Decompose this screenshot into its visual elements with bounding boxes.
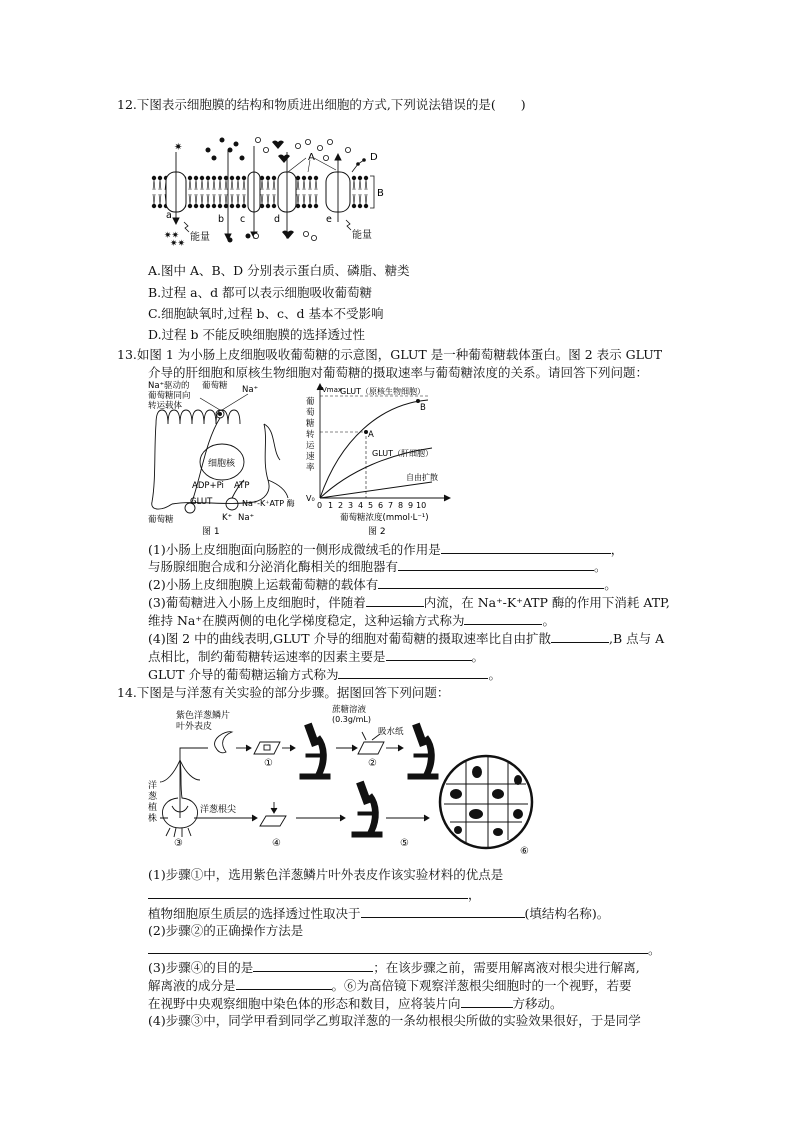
- svg-text:葡萄糖转运速率: 葡萄糖转运速率: [306, 397, 315, 473]
- q12-membrane-figure: [148, 136, 388, 248]
- fig1-pump: Na⁺-K⁺ATP 酶: [242, 499, 295, 508]
- tick-10: 10: [416, 501, 427, 510]
- fig-epidermis-1: 紫色洋葱鳞片: [176, 711, 231, 721]
- step-6: ⑥: [520, 846, 529, 857]
- q13-sub3-line2: 维持 Na⁺在膜两侧的电化学梯度稳定，这种运输方式称为 。: [148, 613, 555, 628]
- fig-epidermis-2: 叶外表皮: [176, 722, 213, 732]
- fig2-v0: V₀: [306, 494, 315, 503]
- q13-sub3-line1: (3)葡萄糖进入小肠上皮细胞时，伴随着 内流，在 Na⁺-K⁺ATP 酶的作用下消耗 ATP,: [148, 595, 670, 610]
- q14-stem: 14.下图是与洋葱有关实验的部分步骤。据图回答下列问题：: [117, 685, 450, 700]
- q14-sub2-line1: (2)步骤②的正确操作方法是: [148, 923, 304, 938]
- process-c: c: [240, 214, 246, 225]
- svg-text:洋葱植株: 洋葱植株: [148, 781, 158, 824]
- fig2-xlabel: 葡萄糖浓度(mmol·L⁻¹): [340, 513, 429, 523]
- q12-option-b: B.过程 a、d 都可以表示细胞吸收葡萄糖: [148, 285, 373, 300]
- fig-sucrose-2: (0.3g/mL): [332, 715, 371, 724]
- step-3: ③: [174, 838, 183, 849]
- fig2-curve-free-label: 自由扩散: [406, 473, 438, 482]
- label-A: A: [308, 152, 315, 163]
- q12-stem: 12.下图表示细胞膜的结构和物质进出细胞的方式,下列说法错误的是( ): [117, 97, 526, 112]
- q13-figure-1: [146, 380, 296, 538]
- fig1-nucleus: 细胞核: [208, 459, 236, 469]
- tick-8: 8: [398, 501, 404, 510]
- tick-4: 4: [358, 501, 364, 510]
- svg-text:✷: ✷: [174, 142, 183, 153]
- fig2-point-a: A: [368, 430, 374, 440]
- energy-label-2: 能量: [352, 230, 372, 241]
- high-power-field: [440, 756, 532, 848]
- q13-sub4-line1: (4)图 2 中的曲线表明,GLUT 介导的细胞对葡萄糖的摄取速率比自由扩散 ,B 点与 A: [148, 631, 665, 646]
- q14-sub3-line3: 在视野中央观察细胞中染色体的形态和数目，应将装片向 方移动。: [148, 996, 563, 1011]
- fig2-curve-liver-label: GLUT（肝细胞）: [372, 449, 433, 458]
- process-d: d: [274, 214, 281, 225]
- step-4: ④: [272, 838, 281, 849]
- q14-sub2-line2: 。: [148, 940, 661, 959]
- fig2-ticks: [317, 501, 426, 510]
- q14-sub1-line3: 植物细胞原生质层的选择透过性取决于 (填结构名称)。: [148, 906, 610, 921]
- tick-5: 5: [368, 501, 374, 510]
- fig-sucrose-1: 蔗糖溶液: [332, 705, 367, 715]
- process-e: e: [326, 214, 332, 225]
- q14-sub1-line1: (1)步骤①中，选用紫色洋葱鳞片叶外表皮作该实验材料的优点是: [148, 867, 504, 882]
- tick-3: 3: [348, 501, 354, 510]
- fig1-caption: 图 1: [202, 527, 220, 537]
- q13-sub2: (2)小肠上皮细胞膜上运载葡萄糖的载体有 。: [148, 577, 617, 592]
- fig1-adp: ADP+Pi: [192, 481, 224, 491]
- q14-onion-figure: [146, 704, 546, 864]
- svg-text:✷✷: ✷✷: [170, 239, 186, 249]
- fig2-ylabel: [306, 396, 315, 473]
- q12-option-c: C.细胞缺氧时,过程 b、c、d 基本不受影响: [148, 306, 384, 321]
- label-D: D: [370, 152, 378, 163]
- label-B: B: [377, 188, 384, 199]
- fig1-na-top: Na⁺: [242, 385, 259, 395]
- fig1-label-cotransport: 葡萄糖同向: [148, 391, 191, 401]
- fig1-k: K⁺: [222, 513, 233, 523]
- fig2-caption: 图 2: [368, 527, 386, 537]
- q13-stem-line1: 13.如图 1 为小肠上皮细胞吸收葡萄糖的示意图，GLUT 是一种葡萄糖载体蛋白。图 2 表示 GLUT: [117, 347, 663, 362]
- q13-stem-line2: 介导的肝细胞和原核生物细胞对葡萄糖的摄取速率与葡萄糖浓度的关系。请回答下列问题：: [148, 365, 649, 380]
- fig1-glut: GLUT: [190, 497, 213, 507]
- q13-sub1-line2: 与肠腺细胞合成和分泌消化酶相关的细胞器有 。: [148, 559, 607, 574]
- svg-text:✷✷: ✷✷: [164, 231, 180, 241]
- q12-option-a: A.图中 A、B、D 分别表示蛋白质、磷脂、糖类: [148, 263, 410, 278]
- microscope-2: [408, 723, 438, 779]
- tick-6: 6: [378, 501, 384, 510]
- tick-7: 7: [388, 501, 394, 510]
- q13-sub4-line2: 点相比，制约葡萄糖转运速率的因素主要是 。: [148, 649, 485, 664]
- step-1: ①: [264, 758, 273, 769]
- fig1-na-bottom: Na⁺: [238, 513, 255, 523]
- fig2-point-b: B: [420, 403, 426, 413]
- fig1-glucose-bottom: 葡萄糖: [148, 515, 174, 525]
- fig1-atp: ATP: [234, 481, 250, 491]
- q14-sub3-line2: 解离液的成分是 。⑥为高倍镜下观察洋葱根尖细胞时的一个视野，若要: [148, 978, 632, 993]
- fig1-label-na-driven: Na⁺驱动的: [148, 381, 190, 391]
- q13-sub4-line3: GLUT 介导的葡萄糖运输方式称为 。: [148, 667, 501, 682]
- step-2: ②: [368, 758, 377, 769]
- q12-option-d: D.过程 b 不能反映细胞膜的选择透过性: [148, 327, 365, 342]
- fig-onion-plant: [148, 779, 158, 824]
- q13-sub1-line1: (1)小肠上皮细胞面向肠腔的一侧形成微绒毛的作用是 ，: [148, 542, 624, 557]
- fig-root-tip: 洋葱根尖: [200, 805, 237, 815]
- fig-blotting-paper: 吸水纸: [378, 727, 404, 737]
- fig2-curve-b-label: GLUT（原核生物细胞）: [340, 387, 425, 396]
- microscope-3: [352, 781, 382, 837]
- q14-sub3-line1: (3)步骤④的目的是 ；在该步骤之前，需要用解离液对根尖进行解离,: [148, 960, 640, 975]
- tick-9: 9: [408, 501, 414, 510]
- tick-2: 2: [338, 501, 344, 510]
- fig1-glucose-top: 葡萄糖: [202, 381, 228, 391]
- q14-sub1-line2: ，: [148, 885, 481, 904]
- tick-0: 0: [317, 501, 323, 510]
- microscope-1: [300, 723, 330, 779]
- energy-label-1: 能量: [190, 232, 210, 243]
- step-5: ⑤: [400, 838, 409, 849]
- tick-1: 1: [328, 501, 334, 510]
- fig2-vmax: Vmax: [322, 386, 343, 394]
- q13-figure-2: [300, 380, 456, 538]
- fig1-label-carrier: 转运载体: [148, 401, 183, 411]
- process-b: b: [218, 214, 225, 225]
- q14-sub4: (4)步骤③中，同学甲看到同学乙剪取洋葱的一条幼根根尖所做的实验效果很好，于是同学: [148, 1013, 641, 1028]
- process-a: a: [166, 210, 172, 221]
